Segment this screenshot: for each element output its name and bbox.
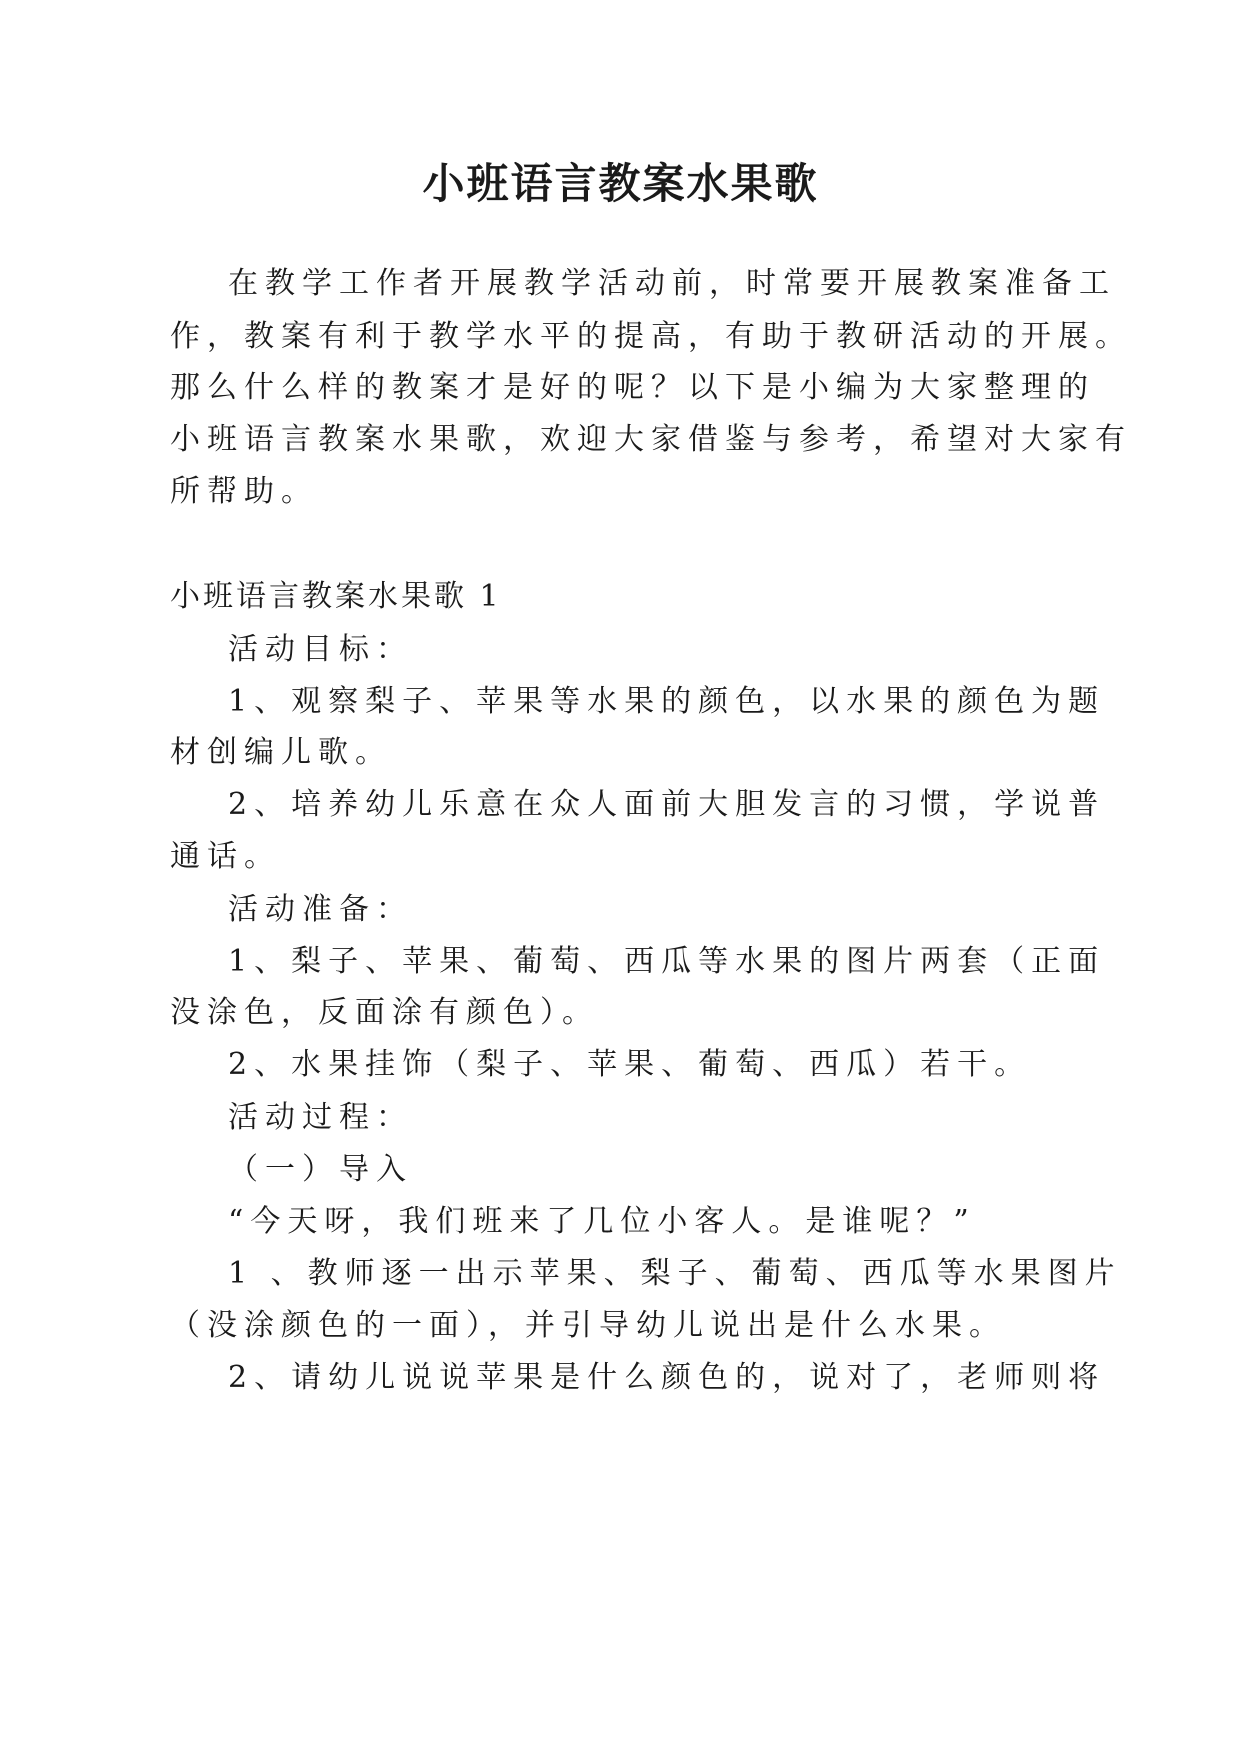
- intro-line: 所帮助。: [170, 474, 318, 509]
- prep-item: 2、水果挂饰（梨子、苹果、葡萄、西瓜）若干。: [228, 1047, 1032, 1082]
- step-heading: （一）导入: [228, 1152, 413, 1187]
- intro-line: 小班语言教案水果歌，欢迎大家借鉴与参考，希望对大家有: [170, 422, 1132, 457]
- process-heading: 活动过程：: [228, 1100, 413, 1135]
- prep-item: 没涂色，反面涂有颜色）。: [170, 995, 599, 1030]
- intro-line: 在教学工作者开展教学活动前，时常要开展教案准备工: [228, 266, 1116, 301]
- step-item: （没涂颜色的一面），并引导幼儿说出是什么水果。: [170, 1308, 1006, 1343]
- step-item: 2、请幼儿说说苹果是什么颜色的，说对了，老师则将: [228, 1360, 1106, 1395]
- prep-heading: 活动准备：: [228, 892, 413, 927]
- section-heading: 小班语言教案水果歌 1: [170, 579, 502, 614]
- intro-line: 那么什么样的教案才是好的呢？以下是小编为大家整理的: [170, 370, 1095, 405]
- goals-heading: 活动目标：: [228, 632, 413, 667]
- step-item: 1 、教师逐一出示苹果、梨子、葡萄、西瓜等水果图片: [228, 1256, 1122, 1291]
- quote-line: “今天呀，我们班来了几位小客人。是谁呢？”: [228, 1204, 976, 1239]
- document-title: 小班语言教案水果歌: [422, 159, 819, 208]
- intro-line: 作，教案有利于教学水平的提高，有助于教研活动的开展。: [170, 319, 1132, 354]
- goal-item: 通话。: [170, 839, 281, 874]
- goal-item: 2、培养幼儿乐意在众人面前大胆发言的习惯，学说普: [228, 787, 1106, 822]
- goal-item: 1、观察梨子、苹果等水果的颜色，以水果的颜色为题: [228, 684, 1106, 719]
- goal-item: 材创编儿歌。: [170, 735, 392, 770]
- prep-item: 1、梨子、苹果、葡萄、西瓜等水果的图片两套（正面: [228, 944, 1106, 979]
